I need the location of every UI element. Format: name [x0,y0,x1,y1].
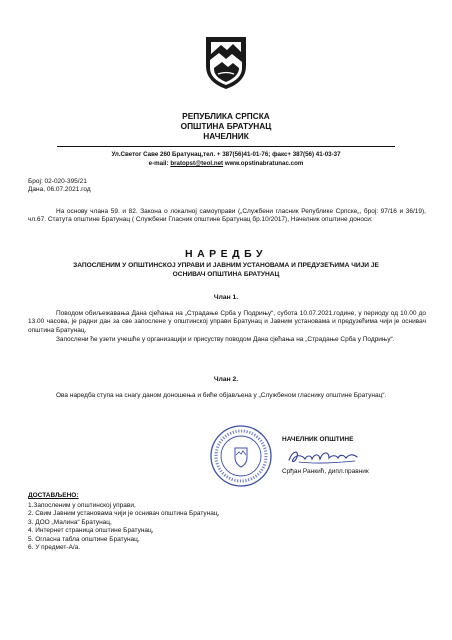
signature-title: НАЧЕЛНИК ОПШТИНЕ [282,436,354,443]
article-1-paragraph-1: Поводом обиљежавања Дана сјећања на „Страдање Срба у Подрињу“, субота 10.07.2021.године, у периоду од 10.00 до 13.00 часова, је радни дан за све запослене у општинској управи Братунац и Јавним установама и предузећима чији је оснивач општина Братунац. [28,310,426,334]
document-number: Број: 02-020-395/21 [28,178,87,185]
article-1-heading: Члан 1. [213,294,239,301]
header-mayor: НАЧЕЛНИК [203,131,249,141]
distribution-item: 2. Свим Јавним установама чији је оснивач општина Братунац, [28,510,220,518]
header-municipality: ОПШТИНА БРАТУНАЦ [180,121,272,131]
distribution-item: 4. Интернет страница општине Братунац, [28,527,154,535]
header-rule [57,146,395,147]
distribution-item: 6. У предмет-А/а. [28,544,81,552]
official-stamp [209,424,273,488]
header-contact-line [0,160,452,168]
document-date: Дана, 06.07.2021.год [28,186,91,193]
article-2-paragraph-1: Ова наредба ступа на снагу даном доношења и биће објављена у „Службеном гласнику општине Братунац“. [56,392,387,399]
document-title: НАРЕДБУ [185,248,267,260]
distribution-item: 5. Огласна табла општине Братунац, [28,535,140,543]
handwritten-signature [285,446,361,468]
email-label: e-mail: [148,160,169,167]
email-link[interactable]: bratopst@teol.net [170,160,224,167]
header-address: Ул.Светог Саве 260 Братунац,тел. + 387(56)41-01-76; факс+ 387(56) 41-03-37 [111,151,341,158]
header-republic: РЕПУБЛИКА СРПСКА [182,111,270,121]
article-2-heading: Члан 2. [213,376,239,383]
signatory-name: Срђан Ранкић, дипл.правник [282,468,369,475]
article-1-paragraph-2: Запослени ће узети учешће у организацији и присуству поводом Дана сјећања на „Страдање Срба у Подрињу“. [56,336,395,343]
municipality-crest [205,36,247,90]
distribution-item: 1.Запосленим у општинској управи, [28,502,136,509]
distribution-item: 3. ДОО „Малина“ Братунац, [28,518,112,526]
document-subtitle: ЗАПОСЛЕНИМ У ОПШТИНСКОЈ УПРАВИ И ЈАВНИМ УСТАНОВАМА И ПРЕДУЗЕЋИМА ЧИЈИ ЈЕ ОСНИВАЧ ОПШТИНА БРАТУНАЦ [73,262,379,278]
distribution-heading: ДОСТАВЉЕНО: [28,492,79,499]
distribution-list [28,502,219,552]
website-link[interactable]: www.opstinabratunac.com [224,160,304,167]
preamble-paragraph: На основу члана 59. и 82. Закона о локалној самоуправи („Службени гласник Републике Српске„, број: 97/16 и 36/19), чл.67. Статута општине Братунац ( Службени Гласник општине Братунац бр.10/2017), Начелник општине доноси: [28,208,426,224]
